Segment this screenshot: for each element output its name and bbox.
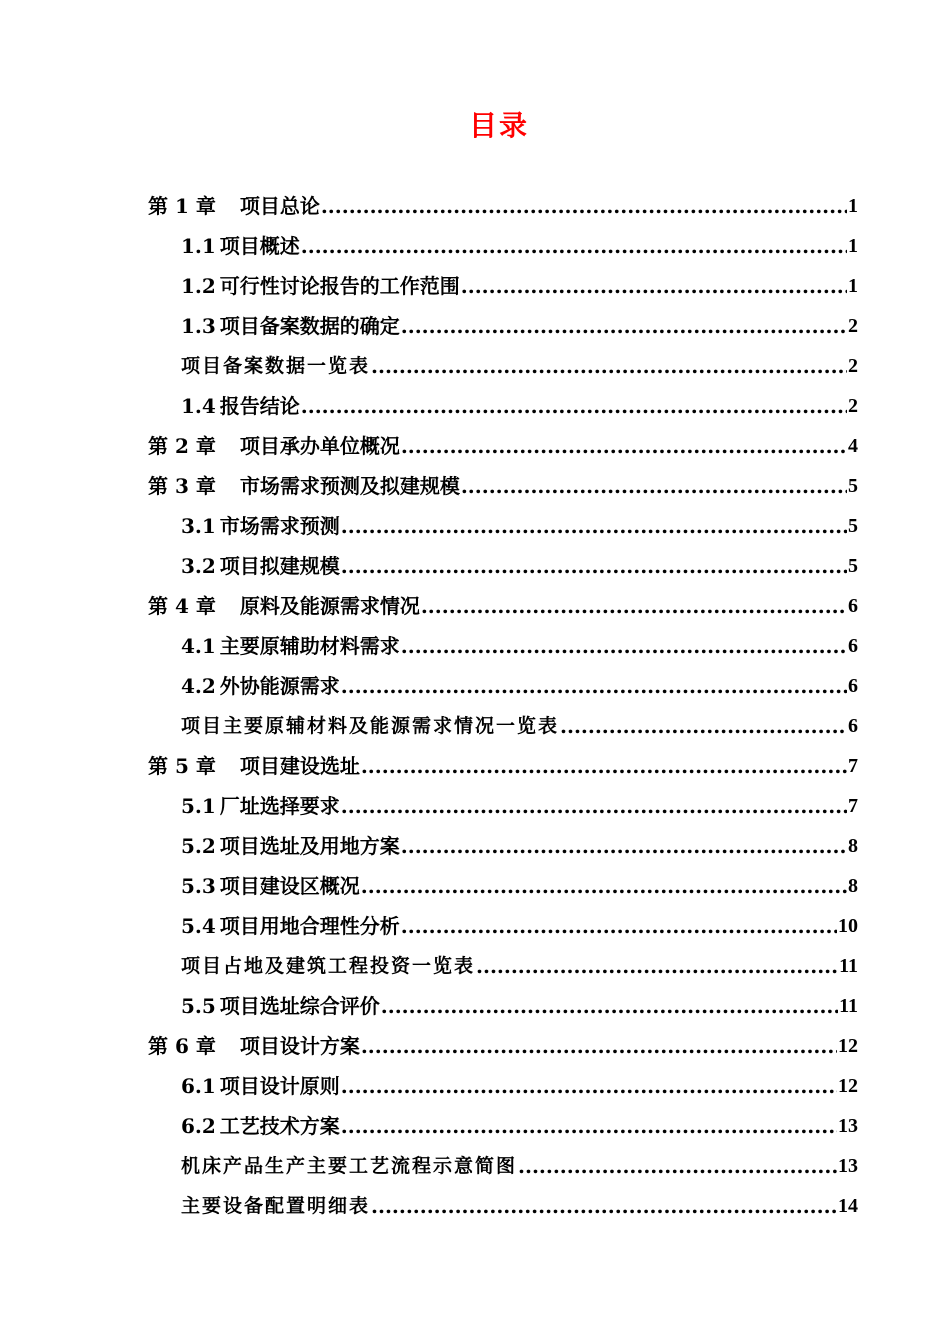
toc-dot-leader <box>361 1032 837 1060</box>
toc-page-number: 1 <box>848 195 858 217</box>
toc-section-entry[interactable] <box>181 980 858 1020</box>
toc-entry-number: 5.2 <box>181 834 216 858</box>
toc-entry-number: 5.1 <box>181 794 216 818</box>
toc-entry-label <box>181 232 300 260</box>
toc-entry-number: 第 4 章 <box>148 594 216 618</box>
toc-entry-text: 项目主要原辅材料及能源需求情况一览表 <box>181 715 560 737</box>
toc-entry-label <box>181 632 400 660</box>
toc-page-number: 13 <box>838 1115 858 1137</box>
toc-dot-leader <box>461 272 847 300</box>
toc-entry-text: 项目概述 <box>219 234 300 258</box>
toc-entry-number: 4.1 <box>181 634 216 658</box>
toc-entry-text: 主要设备配置明细表 <box>181 1195 371 1217</box>
toc-entry-label <box>148 472 460 500</box>
toc-entry-text: 厂址选择要求 <box>219 794 340 818</box>
toc-page-number: 1 <box>848 235 858 257</box>
toc-entry-label <box>148 752 360 780</box>
toc-section-entry[interactable] <box>181 860 858 900</box>
toc-entry-label <box>181 1112 340 1140</box>
toc-entry-text: 可行性讨论报告的工作范围 <box>219 274 460 298</box>
toc-entry-text: 机床产品生产主要工艺流程示意简图 <box>181 1155 518 1177</box>
toc-entry-number: 1.4 <box>181 394 216 418</box>
toc-entry-number: 1.3 <box>181 314 216 338</box>
toc-section-entry[interactable] <box>181 900 858 940</box>
toc-entry-text: 项目用地合理性分析 <box>219 914 400 938</box>
toc-entry-text: 项目选址综合评价 <box>219 994 380 1018</box>
toc-entry-label <box>181 392 300 420</box>
toc-section-entry[interactable] <box>181 340 858 380</box>
toc-entry-number: 第 5 章 <box>148 754 216 778</box>
toc-chapter-entry[interactable] <box>148 420 858 460</box>
toc-dot-leader <box>361 752 847 780</box>
toc-entry-number: 5.4 <box>181 914 216 938</box>
toc-page-number: 12 <box>838 1035 858 1057</box>
toc-page-number: 8 <box>848 875 858 897</box>
toc-title: 目录 <box>468 109 529 142</box>
toc-dot-leader <box>401 832 847 860</box>
toc-page-number: 10 <box>838 915 858 937</box>
toc-dot-leader <box>361 872 847 900</box>
toc-dot-leader <box>461 472 847 500</box>
toc-page-number: 12 <box>838 1075 858 1097</box>
toc-section-entry[interactable] <box>181 1100 858 1140</box>
toc-page-number: 13 <box>838 1155 858 1177</box>
toc-dot-leader <box>321 192 847 220</box>
toc-entry-text: 项目选址及用地方案 <box>219 834 400 858</box>
toc-entry-label <box>181 512 340 540</box>
toc-entry-number: 1.1 <box>181 234 216 258</box>
toc-entry-number: 6.2 <box>181 1114 216 1138</box>
toc-dot-leader <box>301 232 847 260</box>
toc-section-entry[interactable] <box>181 1060 858 1100</box>
toc-entry-text: 项目建设区概况 <box>219 874 360 898</box>
toc-entry-label <box>181 352 370 380</box>
toc-dot-leader <box>341 792 847 820</box>
toc-entry-label <box>181 552 340 580</box>
toc-page-number: 5 <box>848 555 858 577</box>
toc-entry-label <box>181 992 380 1020</box>
toc-chapter-entry[interactable] <box>148 180 858 220</box>
toc-dot-leader <box>371 1192 837 1220</box>
toc-dot-leader <box>341 1072 837 1100</box>
toc-section-entry[interactable] <box>181 820 858 860</box>
toc-entry-number: 6.1 <box>181 1074 216 1098</box>
toc-entry-text: 工艺技术方案 <box>219 1114 340 1138</box>
toc-section-entry[interactable] <box>181 660 858 700</box>
toc-entry-label <box>181 272 460 300</box>
toc-entry-text: 市场需求预测及拟建规模 <box>239 474 460 498</box>
toc-page-number: 7 <box>848 755 858 777</box>
toc-entry-label <box>181 792 340 820</box>
toc-page-number: 4 <box>848 435 858 457</box>
toc-entry-label <box>148 432 400 460</box>
toc-entry-label <box>181 832 400 860</box>
toc-dot-leader <box>341 1112 837 1140</box>
toc-page-number: 5 <box>848 515 858 537</box>
toc-entry-text: 项目备案数据的确定 <box>219 314 400 338</box>
toc-dot-leader <box>518 1152 837 1180</box>
toc-entry-number: 第 2 章 <box>148 434 216 458</box>
toc-entry-text: 外协能源需求 <box>219 674 340 698</box>
toc-entry-text: 项目承办单位概况 <box>239 434 400 458</box>
toc-entry-number: 3.2 <box>181 554 216 578</box>
toc-entry-label <box>181 1152 517 1180</box>
toc-entry-text: 项目设计方案 <box>239 1034 360 1058</box>
toc-entry-number: 4.2 <box>181 674 216 698</box>
toc-page-number: 5 <box>848 475 858 497</box>
toc-entry-number: 3.1 <box>181 514 216 538</box>
toc-page-number: 11 <box>839 955 858 977</box>
toc-entry-label <box>181 952 475 980</box>
toc-page-number: 11 <box>839 995 858 1017</box>
toc-section-entry[interactable] <box>181 700 858 740</box>
toc-chapter-entry[interactable] <box>148 460 858 500</box>
toc-page-number: 6 <box>848 635 858 657</box>
toc-section-entry[interactable] <box>181 500 858 540</box>
toc-dot-leader <box>371 352 847 380</box>
toc-entry-text: 报告结论 <box>219 394 300 418</box>
toc-entry-label <box>181 672 340 700</box>
toc-section-entry[interactable] <box>181 380 858 420</box>
toc-dot-leader <box>341 552 847 580</box>
toc-entry-label <box>148 192 320 220</box>
toc-page-number: 6 <box>848 595 858 617</box>
toc-section-entry[interactable] <box>181 220 858 260</box>
toc-entry-number: 第 1 章 <box>148 194 216 218</box>
toc-entry-number: 5.3 <box>181 874 216 898</box>
toc-entry-label <box>181 912 400 940</box>
toc-entry-text: 市场需求预测 <box>219 514 340 538</box>
toc-page-number: 8 <box>848 835 858 857</box>
toc-entry-label <box>181 712 559 740</box>
toc-dot-leader <box>421 592 847 620</box>
toc-entry-text: 项目占地及建筑工程投资一览表 <box>181 955 476 977</box>
toc-page-number: 14 <box>838 1195 858 1217</box>
toc-entry-label <box>181 312 400 340</box>
toc-page-number: 6 <box>848 675 858 697</box>
toc-section-entry[interactable] <box>181 1180 858 1220</box>
toc-entry-number: 1.2 <box>181 274 216 298</box>
toc-chapter-entry[interactable] <box>148 1020 858 1060</box>
toc-entry-label <box>181 1072 340 1100</box>
toc-entry-text: 项目建设选址 <box>239 754 360 778</box>
toc-page-number: 6 <box>848 715 858 737</box>
toc-entry-text: 项目拟建规模 <box>219 554 340 578</box>
toc-dot-leader <box>401 912 837 940</box>
toc-entry-label <box>148 1032 360 1060</box>
toc-dot-leader <box>341 672 847 700</box>
toc-section-entry[interactable] <box>181 260 858 300</box>
toc-chapter-entry[interactable] <box>148 740 858 780</box>
toc-entry-label <box>148 592 420 620</box>
toc-page-number: 2 <box>848 395 858 417</box>
toc-section-entry[interactable] <box>181 300 858 340</box>
toc-section-entry[interactable] <box>181 1140 858 1180</box>
toc-page-number: 2 <box>848 315 858 337</box>
toc-entry-label <box>181 1192 370 1220</box>
toc-dot-leader <box>301 392 847 420</box>
toc-entry-number: 第 3 章 <box>148 474 216 498</box>
toc-entry-text: 项目总论 <box>239 194 320 218</box>
toc-section-entry[interactable] <box>181 540 858 580</box>
toc-dot-leader <box>401 432 847 460</box>
toc-chapter-entry[interactable] <box>148 580 858 620</box>
toc-dot-leader <box>476 952 838 980</box>
toc-section-entry[interactable] <box>181 780 858 820</box>
toc-entry-number: 5.5 <box>181 994 216 1018</box>
toc-entry-text: 项目备案数据一览表 <box>181 355 371 377</box>
toc-page-number: 1 <box>848 275 858 297</box>
toc-entry-text: 原料及能源需求情况 <box>239 594 420 618</box>
toc-entry-number: 第 6 章 <box>148 1034 216 1058</box>
toc-entry-text: 项目设计原则 <box>219 1074 340 1098</box>
toc-section-entry[interactable] <box>181 620 858 660</box>
toc-dot-leader <box>341 512 847 540</box>
toc-dot-leader <box>401 632 847 660</box>
toc-page-number: 7 <box>848 795 858 817</box>
toc-page-number: 2 <box>848 355 858 377</box>
toc-dot-leader <box>401 312 847 340</box>
toc-dot-leader <box>381 992 838 1020</box>
toc-entry-label <box>181 872 360 900</box>
toc-entry-text: 主要原辅助材料需求 <box>219 634 400 658</box>
toc-dot-leader <box>560 712 847 740</box>
toc-section-entry[interactable] <box>181 940 858 980</box>
